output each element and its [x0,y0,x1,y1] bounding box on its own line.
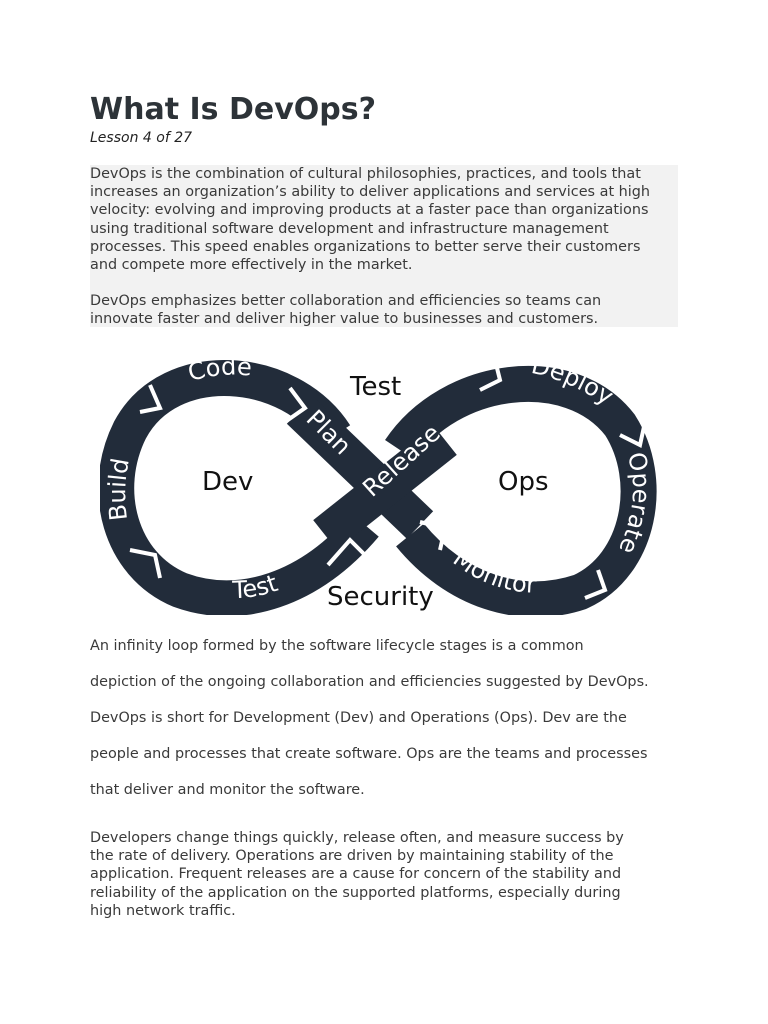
text-line: reliability of the application on the supported platforms, especially during [90,884,621,901]
page-title: What Is DevOps? [90,92,376,127]
text-line: and compete more effectively in the market. [90,257,413,274]
text-line: An infinity loop formed by the software lifecycle stages is a common [90,638,584,654]
text-line: innovate faster and deliver higher value to businesses and customers. [90,311,599,328]
stage-operate-label: Operate [613,449,656,558]
stage-code-label: Code [184,352,253,387]
body-paragraph-3 [90,628,678,808]
text-line: DevOps is short for Development (Dev) and Operations (Ops). Dev are the [90,710,627,726]
stage-plan-label: Plan [300,404,357,461]
text-line: velocity: evolving and improving products at a faster pace than organizations [90,202,649,219]
security-label: Security [327,582,434,612]
test-label: Test [350,372,402,402]
devops-infinity-diagram [100,350,660,615]
text-line: high network traffic. [90,902,236,919]
stage-test-loop-label: Test [231,569,282,605]
text-line: DevOps emphasizes better collaboration and efficiencies so teams can [90,293,602,309]
stage-monitor-label: Monitor [448,543,537,599]
intro-paragraph-2 [90,292,678,328]
ops-label: Ops [498,467,549,497]
text-line: DevOps is the combination of cultural philosophies, practices, and tools that [90,166,641,182]
text-line: depiction of the ongoing collaboration and efficiencies suggested by DevOps. [90,674,649,690]
text-line: processes. This speed enables organizations to better serve their customers [90,238,641,255]
text-line: people and processes that create software. Ops are the teams and processes [90,746,648,762]
lesson-indicator: Lesson 4 of 27 [90,130,193,146]
text-line: increases an organization’s ability to deliver applications and services at high [90,184,651,201]
dev-label: Dev [202,467,254,497]
stage-deploy-label: Deploy [528,351,619,411]
intro-paragraph-1 [90,165,678,274]
stage-build-label: Build [103,456,135,523]
text-line: the rate of delivery. Operations are driven by maintaining stability of the [90,848,614,865]
body-paragraph-4 [90,829,678,920]
text-line: using traditional software development and infrastructure management [90,220,609,237]
text-line: application. Frequent releases are a cause for concern of the stability and [90,866,622,883]
text-line: Developers change things quickly, release often, and measure success by [90,830,624,846]
text-line: that deliver and monitor the software. [90,782,365,798]
stage-release-label: Release [357,418,446,503]
